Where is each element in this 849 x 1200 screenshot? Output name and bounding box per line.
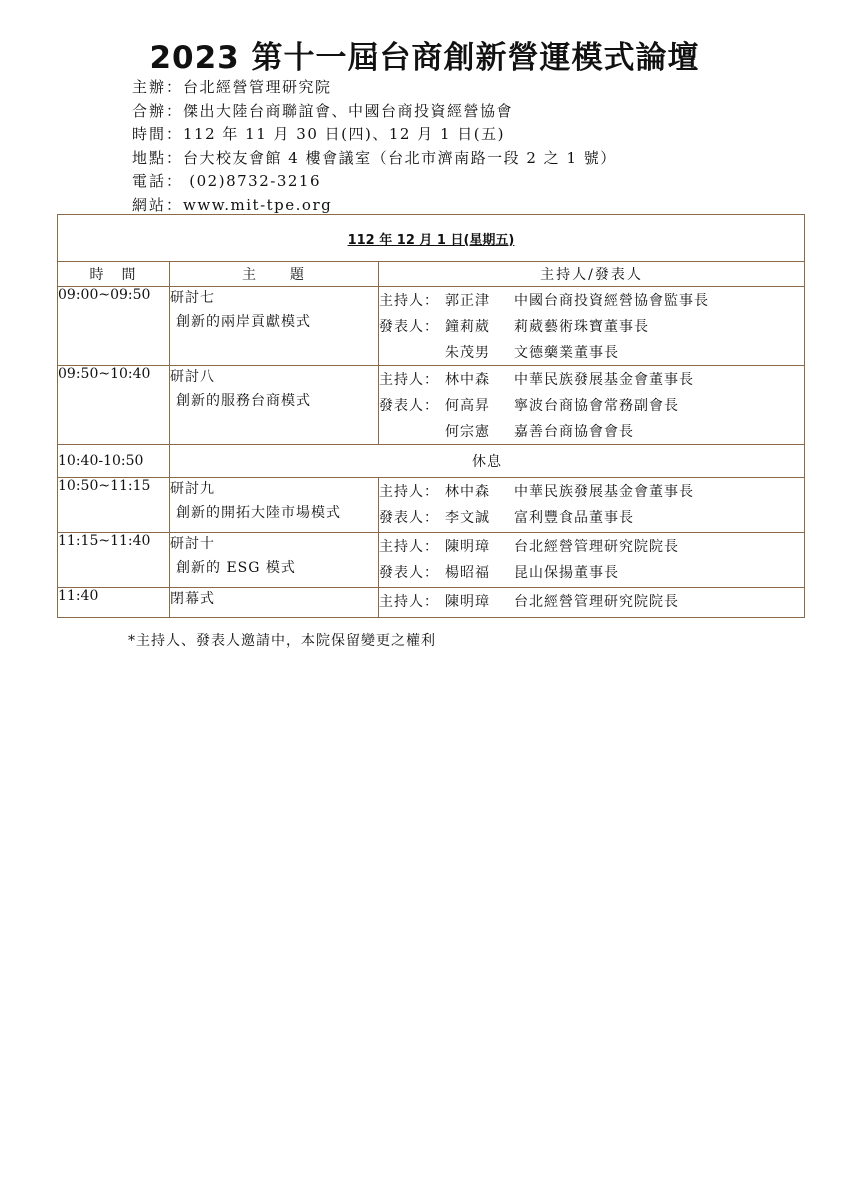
table-row (58, 366, 805, 445)
person-role: 發表人： (379, 319, 439, 335)
info-label: 合辦： (132, 101, 184, 120)
person-row (379, 533, 804, 559)
session-subtitle: 創新的兩岸貢獻模式 (176, 314, 311, 330)
session-people (379, 287, 805, 366)
session-time: 09:50~10:40 (58, 366, 170, 445)
table-row (58, 533, 805, 588)
person-row (379, 392, 804, 418)
person-row (379, 418, 804, 444)
person-name: 林中森 (445, 484, 490, 500)
person-org: 中華民族發展基金會董事長 (514, 372, 694, 388)
person-name: 郭正津 (445, 293, 490, 309)
session-topic (170, 478, 379, 533)
person-name: 李文誠 (445, 510, 490, 526)
session-topic (170, 533, 379, 588)
session-topic (170, 287, 379, 366)
person-org: 富利豐食品董事長 (514, 510, 634, 526)
session-topic (170, 588, 379, 618)
footnote: *主持人、發表人邀請中，本院保留變更之權利 (128, 633, 436, 649)
person-org: 昆山保揚董事長 (514, 565, 619, 581)
table-row-break (58, 445, 805, 478)
info-value: 112 年 11 月 30 日(四)、12 月 1 日(五) (183, 125, 506, 143)
person-row (379, 339, 804, 365)
header-people: 主持人/發表人 (379, 262, 805, 287)
session-time: 09:00~09:50 (58, 287, 170, 366)
person-org: 嘉善台商協會會長 (514, 424, 634, 440)
schedule-date: 112 年 12 月 1 日(星期五) (347, 232, 515, 248)
info-value: 台大校友會館 4 樓會議室（台北市濟南路一段 2 之 1 號） (183, 148, 617, 167)
person-row (379, 559, 804, 585)
session-people (379, 366, 805, 445)
info-value: (02)8732-3216 (183, 172, 321, 190)
person-row (379, 588, 804, 614)
person-role: 主持人： (379, 293, 439, 309)
person-row (379, 313, 804, 339)
person-row (379, 478, 804, 504)
session-people (379, 588, 805, 618)
info-label: 地點： (132, 148, 184, 167)
person-name: 陳明璋 (445, 594, 490, 610)
session-subtitle: 創新的服務台商模式 (176, 393, 311, 409)
table-header-row (58, 262, 805, 287)
schedule-table (57, 214, 805, 618)
person-org: 寧波台商協會常務副會長 (514, 398, 679, 414)
person-name: 何高昇 (445, 398, 490, 414)
info-organizer (132, 76, 617, 100)
session-people (379, 478, 805, 533)
header-time: 時 間 (58, 262, 170, 287)
session-time: 11:40 (58, 588, 170, 618)
person-role: 主持人： (379, 539, 439, 555)
info-label: 時間： (132, 125, 184, 143)
person-role: 主持人： (379, 484, 439, 500)
table-row (58, 588, 805, 618)
session-title: 研討八 (170, 369, 215, 385)
info-label: 網站： (132, 195, 184, 214)
info-value: 傑出大陸台商聯誼會、中國台商投資經營協會 (183, 101, 514, 120)
session-people (379, 533, 805, 588)
person-name: 楊昭福 (445, 565, 490, 581)
person-org: 中國台商投資經營協會監事長 (514, 293, 709, 309)
info-co-organizer (132, 100, 617, 124)
table-row (58, 287, 805, 366)
person-role: 發表人： (379, 398, 439, 414)
session-topic (170, 366, 379, 445)
person-role: 主持人： (379, 594, 439, 610)
session-subtitle: 創新的開拓大陸市場模式 (176, 505, 341, 521)
info-phone (132, 170, 617, 194)
person-org: 文德藥業董事長 (514, 345, 619, 361)
info-label: 電話： (132, 172, 184, 190)
session-title: 研討七 (170, 290, 215, 306)
session-time: 11:15~11:40 (58, 533, 170, 588)
session-title: 研討九 (170, 481, 215, 497)
session-title: 閉幕式 (170, 591, 215, 607)
person-org: 中華民族發展基金會董事長 (514, 484, 694, 500)
session-time: 10:40-10:50 (58, 445, 170, 478)
break-label: 休息 (170, 445, 805, 478)
person-name: 陳明璋 (445, 539, 490, 555)
info-value: 台北經營管理研究院 (183, 78, 332, 96)
table-row (58, 478, 805, 533)
info-location (132, 147, 617, 171)
person-role: 發表人： (379, 510, 439, 526)
person-org: 台北經營管理研究院院長 (514, 539, 679, 555)
person-org: 台北經營管理研究院院長 (514, 594, 679, 610)
session-title: 研討十 (170, 536, 215, 552)
person-role: 主持人： (379, 372, 439, 388)
person-name: 鐘莉葳 (445, 319, 490, 335)
person-row (379, 504, 804, 530)
info-label: 主辦： (132, 78, 184, 96)
info-time (132, 123, 617, 147)
person-name: 朱茂男 (445, 345, 490, 361)
session-subtitle: 創新的 ESG 模式 (176, 560, 296, 576)
page-title: 2023 第十一屆台商創新營運模式論壇 (149, 40, 700, 76)
person-org: 莉葳藝術珠寶董事長 (514, 319, 649, 335)
person-role: 發表人： (379, 565, 439, 581)
person-name: 林中森 (445, 372, 490, 388)
schedule-date-row (58, 215, 805, 262)
person-row (379, 287, 804, 313)
event-info (132, 76, 617, 217)
session-time: 10:50~11:15 (58, 478, 170, 533)
header-topic: 主 題 (170, 262, 379, 287)
info-value[interactable]: www.mit-tpe.org (183, 195, 333, 214)
person-row (379, 366, 804, 392)
person-name: 何宗憲 (445, 424, 490, 440)
